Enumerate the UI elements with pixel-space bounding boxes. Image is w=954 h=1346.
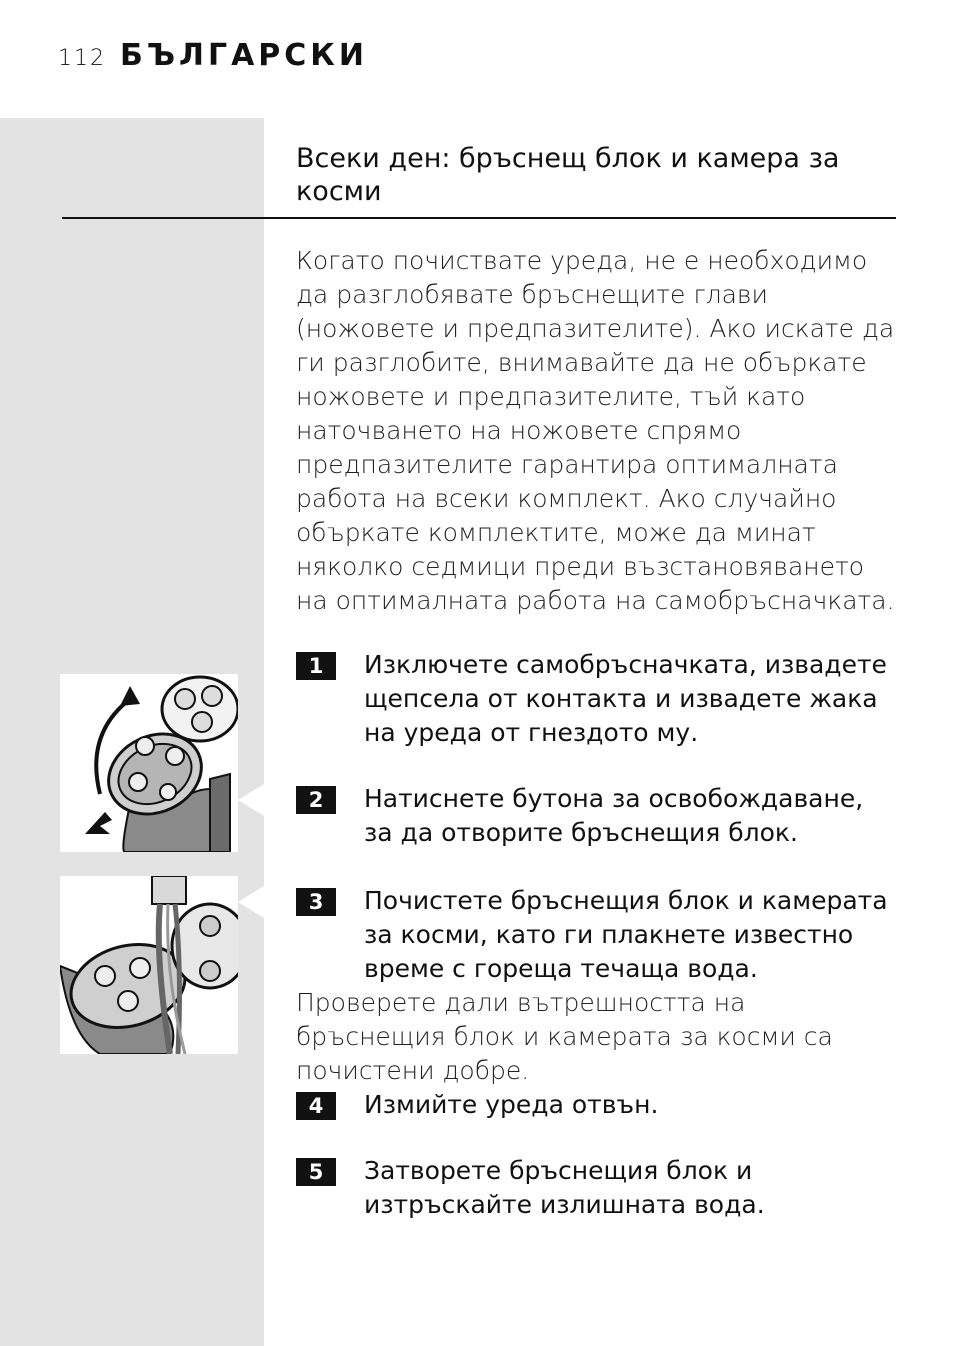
step-text: Изключете самобръсначката, извадете щепсела от контакта и извадете жака на уреда от гнездото му.: [364, 650, 887, 747]
pointer-arrow-1: [238, 784, 264, 816]
shaver-rinse-icon: [60, 876, 238, 1054]
page-header: [58, 38, 368, 73]
intro-paragraph: Когато почиствате уреда, не е необходимо да разглобявате бръснещите глави (ножовете и предпазителите). Ако искате да ги разглобите, внимавайте да не объркате ножовете и предпазителите, тъй като наточването на ножовете спрямо предпазителите гарантира оптималната работа на всеки комплект. Ако случайно объркате комплектите, може да минат няколко седмици преди възстановяването на оптималната работа на самобръсначката.: [296, 246, 895, 615]
step-number: 3: [296, 888, 336, 916]
step-5: [296, 1154, 896, 1222]
step-1: [296, 648, 896, 750]
page-number: 112: [58, 46, 106, 71]
step-text: Натиснете бутона за освобождаване, за да отворите бръснещия блок.: [364, 784, 864, 847]
step-text: Затворете бръснещия блок и изтръскайте излишната вода.: [364, 1156, 765, 1219]
step-text: Измийте уреда отвън.: [364, 1090, 659, 1119]
shaver-open-unit-icon: [60, 674, 238, 852]
divider: [62, 217, 896, 219]
step-2: [296, 782, 896, 850]
step-3: [296, 884, 896, 986]
step-number: 4: [296, 1092, 336, 1120]
pointer-arrow-2: [238, 886, 264, 918]
step-text: Почистете бръснещия блок и камерата за косми, като ги плакнете известно време с гореща течаща вода.: [364, 886, 888, 983]
language-title: БЪЛГАРСКИ: [120, 38, 368, 73]
section-title: Всеки ден: бръснещ блок и камера за косми: [296, 143, 840, 207]
step-4: [296, 1088, 896, 1122]
note-paragraph: Проверете дали вътрешността на бръснещия блок и камерата за косми са почистени добре.: [296, 988, 833, 1085]
step-number: 2: [296, 786, 336, 814]
step-number: 5: [296, 1158, 336, 1186]
step-number: 1: [296, 652, 336, 680]
